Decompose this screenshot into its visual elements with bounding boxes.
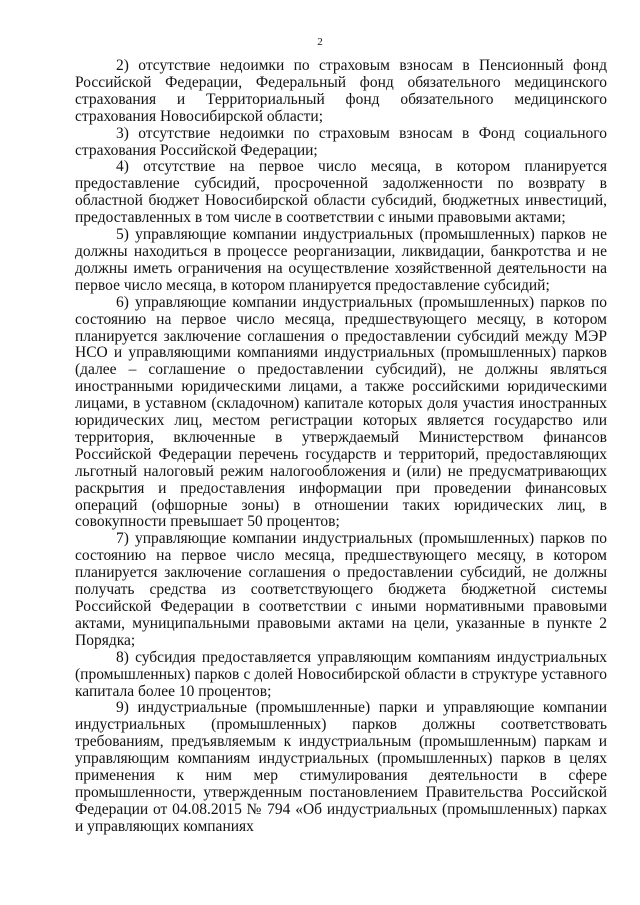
paragraph-item-5: 5) управляющие компании индустриальных (промышленных) парков не должны находиться в процессе реорганизации, ликвидации, банкротства и не должны иметь ограничения на осуществление хозяйственной деятельности на первое число месяца, в котором планируется предоставление субсидий; (75, 226, 607, 294)
document-body (75, 58, 607, 836)
paragraph-item-4: 4) отсутствие на первое число месяца, в котором планируется предоставление субсидий, просроченной задолженности по возврату в областной бюджет Новосибирской области субсидий, бюджетных инвестиций, предоставленных в том числе в соответствии с иными правовыми актами; (75, 158, 607, 227)
paragraph-item-8: 8) субсидия предоставляется управляющим компаниям индустриальных (промышленных) парков с долей Новосибирской области в структуре уставного капитала более 10 процентов; (75, 648, 607, 700)
paragraph-item-6: 6) управляющие компании индустриальных (промышленных) парков по состоянию на первое число месяца, предшествующего месяцу, в котором планируется заключение соглашения о предоставлении субсидий между МЭР НСО и управляющими компаниями индустриальных (промышленных) парков (далее – соглашение о предоставлении субсидий), не должны являться иностранными юридическими лицами, а также российскими юридическими лицами, в уставном (складочном) капитале которых доля участия иностранных юридических лиц, местом регистрации которых является государство или территория, включенные в утверждаемый Министерством финансов Российской Федерации перечень государств и территорий, предоставляющих льготный налоговый режим налогообложения и (или) не предусматривающих раскрытия и предоставления информации при проведении финансовых операций (офшорные зоны) в отношении таких юридических лиц, в совокупности превышает 50 процентов; (75, 293, 607, 531)
paragraph-item-9: 9) индустриальные (промышленные) парки и управляющие компании индустриальных (промышленных) парков должны соответствовать требованиям, предъявляемым к индустриальным (промышленным) паркам и управляющим компаниям индустриальных (промышленных) парков в целях применения к ним мер стимулирования деятельности в сфере промышленности, утвержденным постановлением Правительства Российской Федерации от 04.08.2015 № 794 «Об индустриальных (промышленных) парках и управляющих компаниях (75, 699, 607, 835)
paragraph-item-3: 3) отсутствие недоимки по страховым взносам в Фонд социального страхования Российской Федерации; (75, 124, 607, 159)
paragraph-item-2: 2) отсутствие недоимки по страховым взносам в Пенсионный фонд Российской Федерации, Федеральный фонд обязательного медицинского страхования и Территориальный фонд обязательного медицинского страхования Новосибирской области; (75, 57, 607, 125)
page-number: 2 (317, 36, 323, 48)
paragraph-item-7: 7) управляющие компании индустриальных (промышленных) парков по состоянию на первое число месяца, предшествующего месяцу, в котором планируется заключение соглашения о предоставлении субсидий, не должны получать средства из соответствующего бюджета бюджетной системы Российской Федерации в соответствии с иными нормативными правовыми актами, муниципальными правовыми актами на цели, указанные в пункте 2 Порядка; (75, 530, 607, 649)
